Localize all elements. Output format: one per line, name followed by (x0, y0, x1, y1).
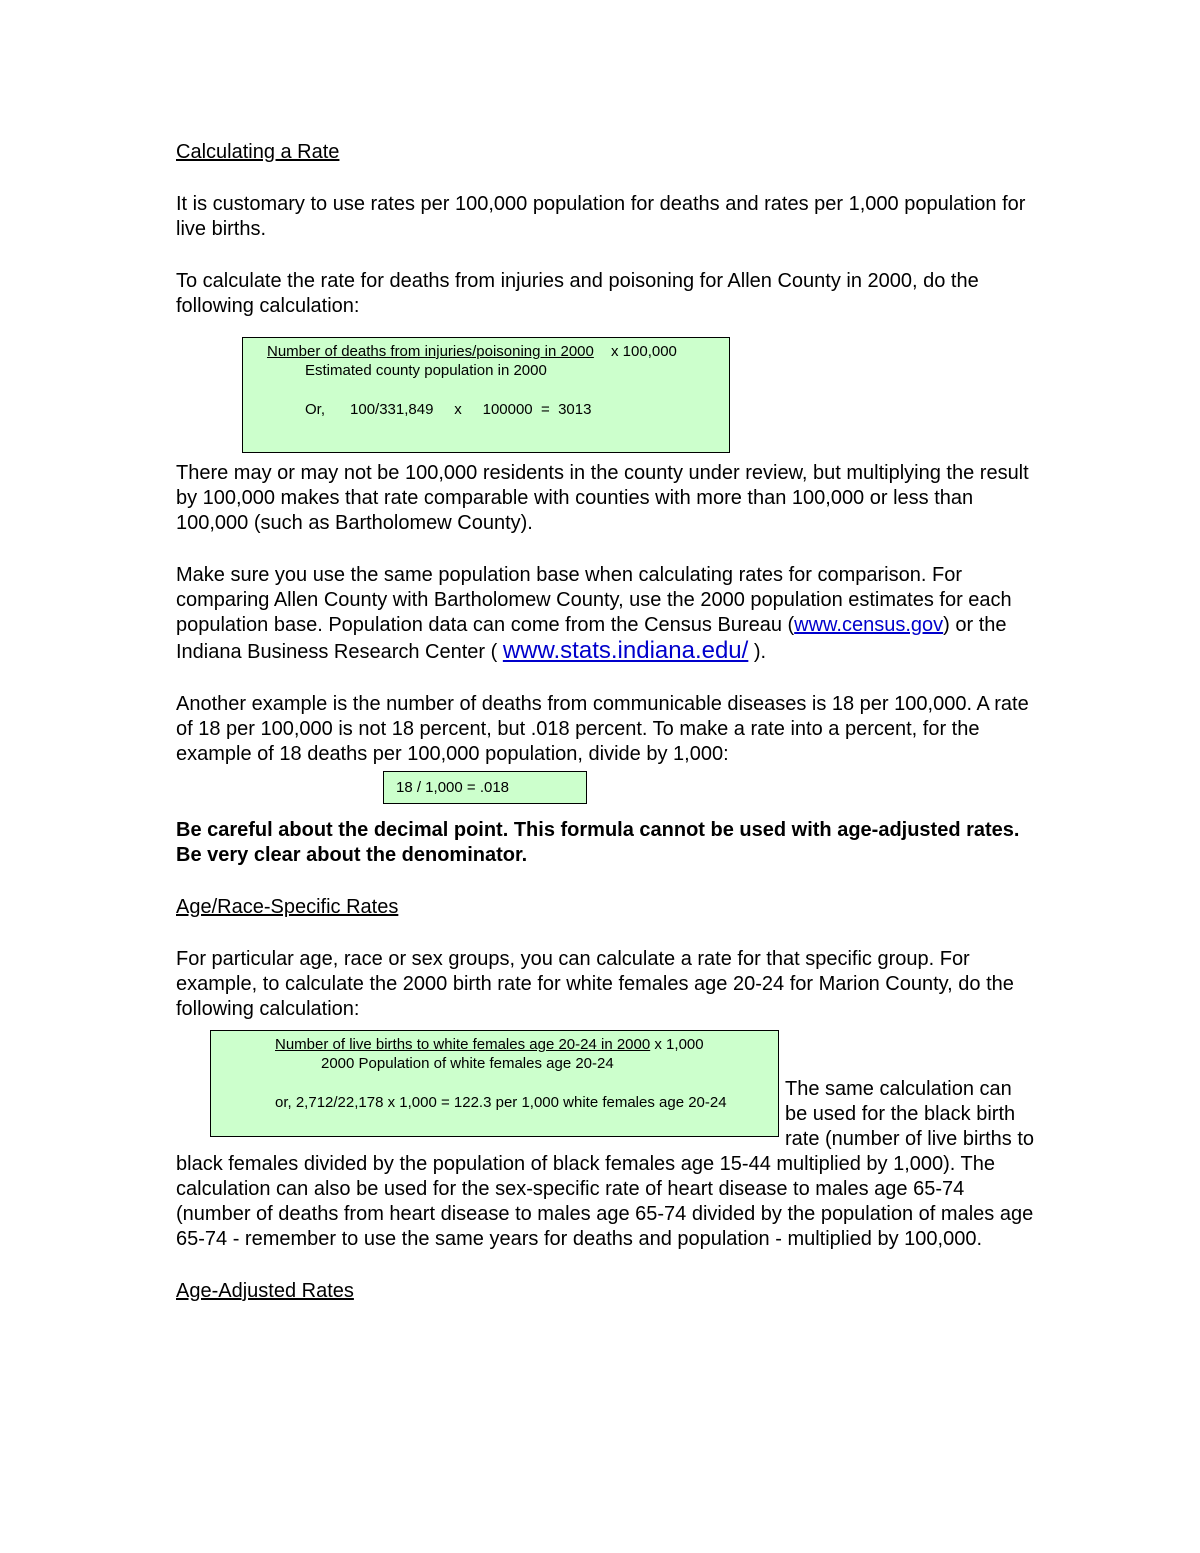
wrapped-section (176, 1030, 1036, 1252)
paragraph-communicable-diseases: Another example is the number of deaths from communicable diseases is 18 per 100,000. A rate of 18 per 100,000 is not 18 percent, but .018 percent. To make a rate into a percent, for the example of 18 deaths per 100,000 population, divide by 1,000: (176, 693, 1029, 765)
paragraph-warning: Be careful about the decimal point. This formula cannot be used with age-adjusted rates. Be very clear about the denominator. (176, 819, 1020, 866)
census-link[interactable]: www.census.gov (794, 614, 944, 636)
document-page (176, 140, 1036, 1304)
formula-calculation: Or, 100/331,849 x 100000 = 3013 (305, 401, 592, 418)
population-base-end: ). (748, 641, 767, 663)
formula-denominator: Estimated county population in 2000 (305, 362, 547, 379)
formula-multiplier: x 100,000 (611, 343, 677, 360)
formula-box-injuries (242, 337, 730, 453)
heading-calculating-a-rate: Calculating a Rate (176, 141, 340, 163)
paragraph-population-base (176, 563, 1036, 665)
paragraph-same-calculation: The same calculation can be used for the black birth rate (number of live births to black females divided by the population of black females age 15-44 multiplied by 1,000). The calculation can also be used for the sex-specific rate of heart disease to males age 65-74 (number of deaths from heart disease to males age 65-74 divided by the population of males age 65-74 - remember to use the same years for deaths and population - multiplied by 100,000. (176, 1078, 1034, 1250)
paragraph-allen-county-calc: To calculate the rate for deaths from injuries and poisoning for Allen County in 2000, do the following calculation: (176, 270, 979, 317)
heading-age-adjusted-rates: Age-Adjusted Rates (176, 1280, 354, 1302)
formula-box-percent: 18 / 1,000 = .018 (383, 771, 587, 804)
births-numerator: Number of live births to white females age 20-24 in 2000 (275, 1036, 651, 1053)
stats-indiana-link[interactable]: www.stats.indiana.edu/ (502, 637, 749, 664)
population-base-middle: ) or the Indiana Business Research Center ( (176, 614, 1007, 663)
births-denominator: 2000 Population of white females age 20-24 (321, 1055, 614, 1072)
paragraph-specific-group: For particular age, race or sex groups, you can calculate a rate for that specific group. For example, to calculate the 2000 birth rate for white females age 20-24 for Marion County, do the following calculation: (176, 948, 1014, 1020)
paragraph-residents: There may or may not be 100,000 residents in the county under review, but multiplying the result by 100,000 makes that rate comparable with counties with more than 100,000 or less than 100,000 (such as Bartholomew County). (176, 462, 1029, 534)
paragraph-customary-rates: It is customary to use rates per 100,000 population for deaths and rates per 1,000 population for live births. (176, 193, 1026, 240)
births-calculation: or, 2,712/22,178 x 1,000 = 122.3 per 1,000 white females age 20-24 (275, 1094, 727, 1111)
heading-age-race-specific-rates: Age/Race-Specific Rates (176, 896, 399, 918)
formula-box-births (210, 1030, 779, 1137)
formula-numerator: Number of deaths from injuries/poisoning in 2000 (267, 343, 594, 360)
population-base-text: Make sure you use the same population base when calculating rates for comparison. For comparing Allen County with Bartholomew County, use the 2000 population estimates for each population base. Population data can come from the Census Bureau ( (176, 564, 1012, 636)
births-multiplier: x 1,000 (650, 1036, 704, 1053)
